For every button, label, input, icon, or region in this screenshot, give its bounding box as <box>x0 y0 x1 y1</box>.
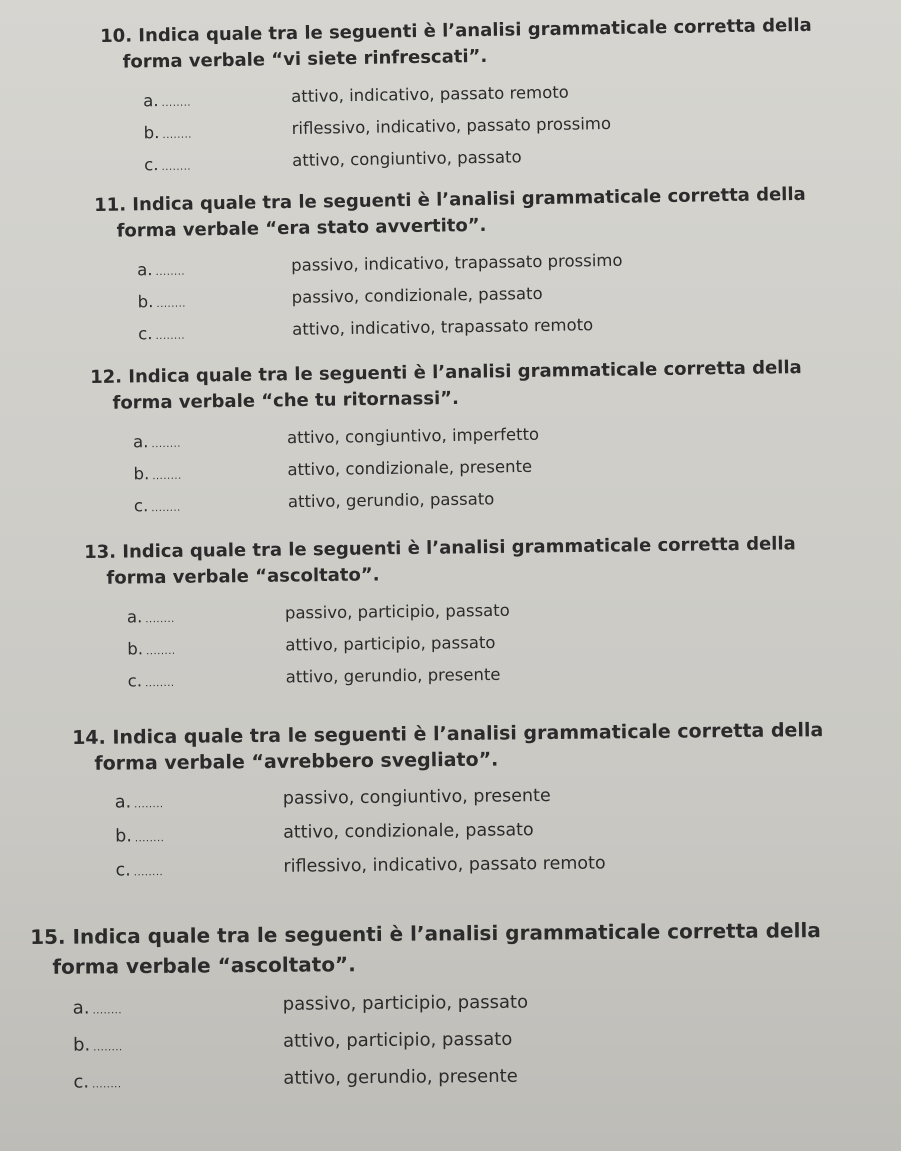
question-title-line1: 11. Indica quale tra le seguenti è l’analisi grammaticale corretta della <box>94 183 806 216</box>
option-c[interactable] <box>31 1059 851 1103</box>
question-title <box>30 915 850 982</box>
option-text: attivo, gerundio, presente <box>285 664 501 687</box>
option-letter: b. ........ <box>143 123 192 143</box>
answer-blank[interactable]: ........ <box>134 799 164 811</box>
option-text: riflessivo, indicativo, passato prossimo <box>291 113 612 139</box>
option-text: attivo, congiuntivo, imperfetto <box>286 424 540 448</box>
option-text: attivo, indicativo, passato remoto <box>291 82 569 107</box>
option-text: attivo, condizionale, presente <box>287 456 533 480</box>
question-title-line1: 15. Indica quale tra le seguenti è l’analisi grammaticale corretta della <box>30 918 821 949</box>
option-letter: b. ........ <box>137 292 186 312</box>
option-letter: a. ........ <box>137 260 186 280</box>
option-letter: a. ........ <box>126 607 175 627</box>
option-letter: b. ........ <box>133 464 182 484</box>
option-list <box>85 592 901 698</box>
question-title-line2: forma verbale “era stato avvertito”. <box>116 214 487 242</box>
option-text: passivo, congiuntivo, presente <box>282 785 551 809</box>
question-title-line2: forma verbale “avrebbero svegliato”. <box>94 748 499 775</box>
answer-blank[interactable]: ........ <box>156 298 186 311</box>
answer-blank[interactable]: ........ <box>155 266 186 279</box>
question-15 <box>30 915 852 1103</box>
answer-blank[interactable]: ........ <box>145 613 175 626</box>
option-letter: a. ........ <box>132 432 181 452</box>
option-list <box>91 416 901 523</box>
question-title-line2: forma verbale “vi siete rinfrescati”. <box>122 45 488 73</box>
question-title-line2: forma verbale “ascoltato”. <box>52 952 356 979</box>
answer-blank[interactable]: ........ <box>146 645 176 658</box>
option-letter: a. ........ <box>143 91 192 111</box>
question-title-line1: 12. Indica quale tra le seguenti è l’analisi grammaticale corretta della <box>90 357 802 388</box>
question-title-line1: 14. Indica quale tra le seguenti è l’analisi grammaticale corretta della <box>72 719 824 749</box>
option-text: passivo, indicativo, trapassato prossimo <box>291 250 623 275</box>
answer-blank[interactable]: ........ <box>162 129 192 142</box>
option-letter: c. ........ <box>73 1071 122 1093</box>
option-list <box>101 73 901 182</box>
question-14 <box>72 716 894 889</box>
option-letter: c. ........ <box>115 860 164 881</box>
option-c[interactable] <box>73 846 893 889</box>
question-13 <box>84 530 901 698</box>
question-title-line1: 10. Indica quale tra le seguenti è l’analisi grammaticale corretta della <box>100 14 812 47</box>
question-10 <box>100 11 901 182</box>
answer-blank[interactable]: ........ <box>152 470 182 483</box>
answer-blank[interactable]: ........ <box>161 97 192 110</box>
question-title <box>84 530 901 592</box>
question-title <box>94 180 901 245</box>
option-text: attivo, congiuntivo, passato <box>292 147 522 170</box>
option-letter: c. ........ <box>133 496 181 516</box>
option-text: attivo, indicativo, trapassato remoto <box>292 315 594 339</box>
option-list <box>95 242 901 351</box>
question-title <box>100 11 901 76</box>
option-text: passivo, condizionale, passato <box>291 283 543 307</box>
option-text: passivo, participio, passato <box>282 991 529 1015</box>
answer-blank[interactable]: ........ <box>145 677 175 690</box>
option-list <box>73 778 894 889</box>
option-text: attivo, participio, passato <box>282 1028 513 1052</box>
question-title-line2: forma verbale “ascoltato”. <box>106 564 380 589</box>
option-text: riflessivo, indicativo, passato remoto <box>283 853 606 877</box>
answer-blank[interactable]: ........ <box>151 502 181 515</box>
option-list <box>31 985 852 1103</box>
answer-blank[interactable]: ........ <box>155 330 186 343</box>
option-letter: a. ........ <box>114 792 164 813</box>
option-letter: a. ........ <box>72 997 123 1019</box>
option-text: passivo, participio, passato <box>284 600 510 623</box>
option-text: attivo, gerundio, presente <box>283 1065 518 1089</box>
answer-blank[interactable]: ........ <box>151 438 181 451</box>
option-letter: b. ........ <box>115 826 165 847</box>
question-title <box>90 354 901 417</box>
question-title-line2: forma verbale “che tu ritornassi”. <box>112 387 459 414</box>
option-letter: c. ........ <box>144 155 192 175</box>
question-title-line1: 13. Indica quale tra le seguenti è l’analisi grammaticale corretta della <box>84 533 796 563</box>
answer-blank[interactable]: ........ <box>93 1042 123 1054</box>
option-text: attivo, condizionale, passato <box>283 820 534 843</box>
answer-blank[interactable]: ........ <box>92 1005 123 1017</box>
option-letter: b. ........ <box>72 1034 123 1056</box>
option-text: attivo, participio, passato <box>285 632 496 655</box>
option-letter: c. ........ <box>127 671 175 691</box>
answer-blank[interactable]: ........ <box>133 867 164 879</box>
question-12 <box>90 354 901 523</box>
option-letter: c. ........ <box>138 324 186 344</box>
answer-blank[interactable]: ........ <box>161 161 192 174</box>
answer-blank[interactable]: ........ <box>92 1079 122 1091</box>
question-11 <box>94 180 901 351</box>
option-letter: b. ........ <box>127 639 176 659</box>
answer-blank[interactable]: ........ <box>134 833 165 845</box>
question-title <box>72 716 892 777</box>
option-text: attivo, gerundio, passato <box>287 489 495 512</box>
